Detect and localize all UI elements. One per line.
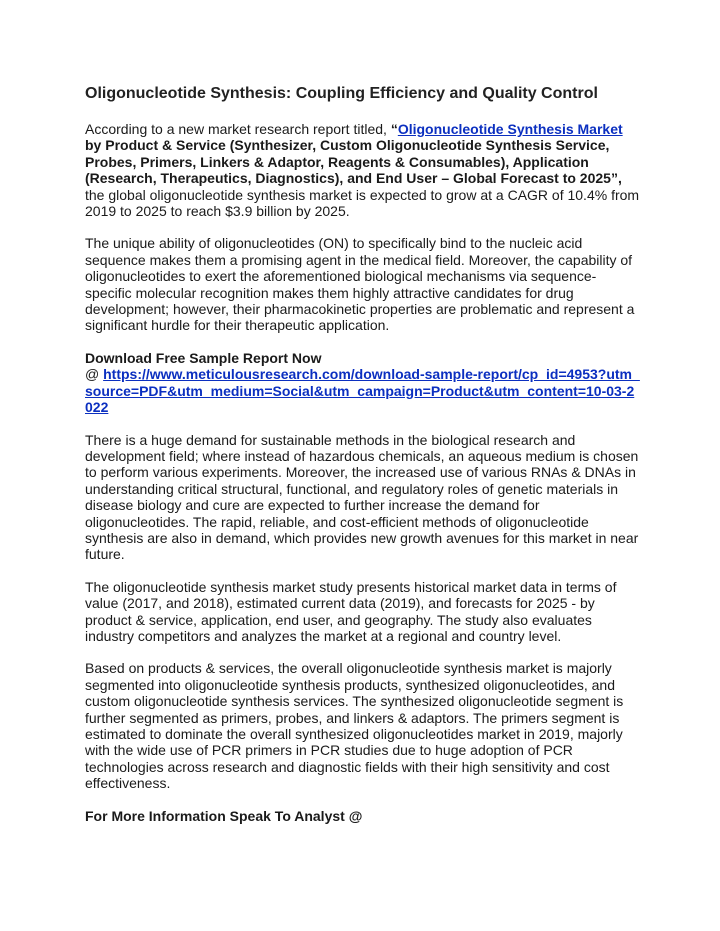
paragraph-market-study: The oligonucleotide synthesis market study presents historical market data in terms of value (2017, and 2018), estimated current data (2019), and forecasts for 2025 - by product & service, application, end user, and geography. The study also evaluates industry competitors and analyzes the market at a regional and country level. [85,578,617,644]
report-title-link[interactable]: Oligonucleotide Synthesis Market [397,121,623,137]
paragraph-oligonucleotide-ability: The unique ability of oligonucleotides (ON) to specifically bind to the nucleic acid sequence makes them a promising agent in the medical field. Moreover, the capability of oligonucleotides to exert the aforementioned biological mechanisms via sequence-specific molecular recognition makes them highly attractive candidates for drug development; however, their pharmacokinetic properties are problematic and represent a significant hurdle for their therapeutic application. [85,235,635,334]
intro-tail: the global oligonucleotide synthesis market is expected to grow at a CAGR of 10.4% from 2019 to 2025 to reach $3.9 billion by 2025. [85,186,640,220]
document-page [85,84,640,840]
page-title: Oligonucleotide Synthesis: Coupling Efficiency and Quality Control [85,85,598,102]
intro-quote-open: “ [390,121,398,137]
download-sample-link[interactable]: https://www.meticulousresearch.com/download-sample-report/cp_id=4953?utm_source=PDF&utm_medium=Social&utm_campaign=Product&utm_content=10-03-2022 [85,366,640,416]
download-section [85,350,640,416]
intro-lead: According to a new market research report titled, [85,121,391,137]
paragraph-products-services: Based on products & services, the overall oligonucleotide synthesis market is majorly segmented into oligonucleotide synthesis products, synthesized oligonucleotides, and custom oligonucleotide synthesis services. The synthesized oligonucleotide segment is further segmented as primers, probes, and linkers & adaptors. The primers segment is estimated to dominate the overall synthesized oligonucleotides market in 2019, majorly with the wide use of PCR primers in PCR studies due to huge adoption of PCR technologies across research and diagnostic fields with their high sensitivity and cost effectiveness. [85,660,624,792]
analyst-contact [85,808,640,824]
report-title-rest: by Product & Service (Synthesizer, Custom Oligonucleotide Synthesis Service, Probes, Primers, Linkers & Adaptor, Reagents & Consumables), Application (Research, Therapeutics, Diagnostics), and End User – Global Forecast to 2025”, [85,137,622,187]
download-at: @ [85,366,104,383]
analyst-heading: For More Information Speak To Analyst @ [85,807,363,824]
intro-paragraph [85,121,640,219]
download-heading: Download Free Sample Report Now [85,349,322,366]
paragraph-demand: There is a huge demand for sustainable methods in the biological research and development field; where instead of hazardous chemicals, an aqueous medium is chosen to perform various experiments. Moreover, the increased use of various RNAs & DNAs in understanding critical structural, functional, and regulatory roles of genetic materials in disease biology and cure are expected to further increase the demand for oligonucleotides. The rapid, reliable, and cost-efficient methods of oligonucleotide synthesis are also in demand, which provides new growth avenues for this market in near future. [85,431,639,563]
